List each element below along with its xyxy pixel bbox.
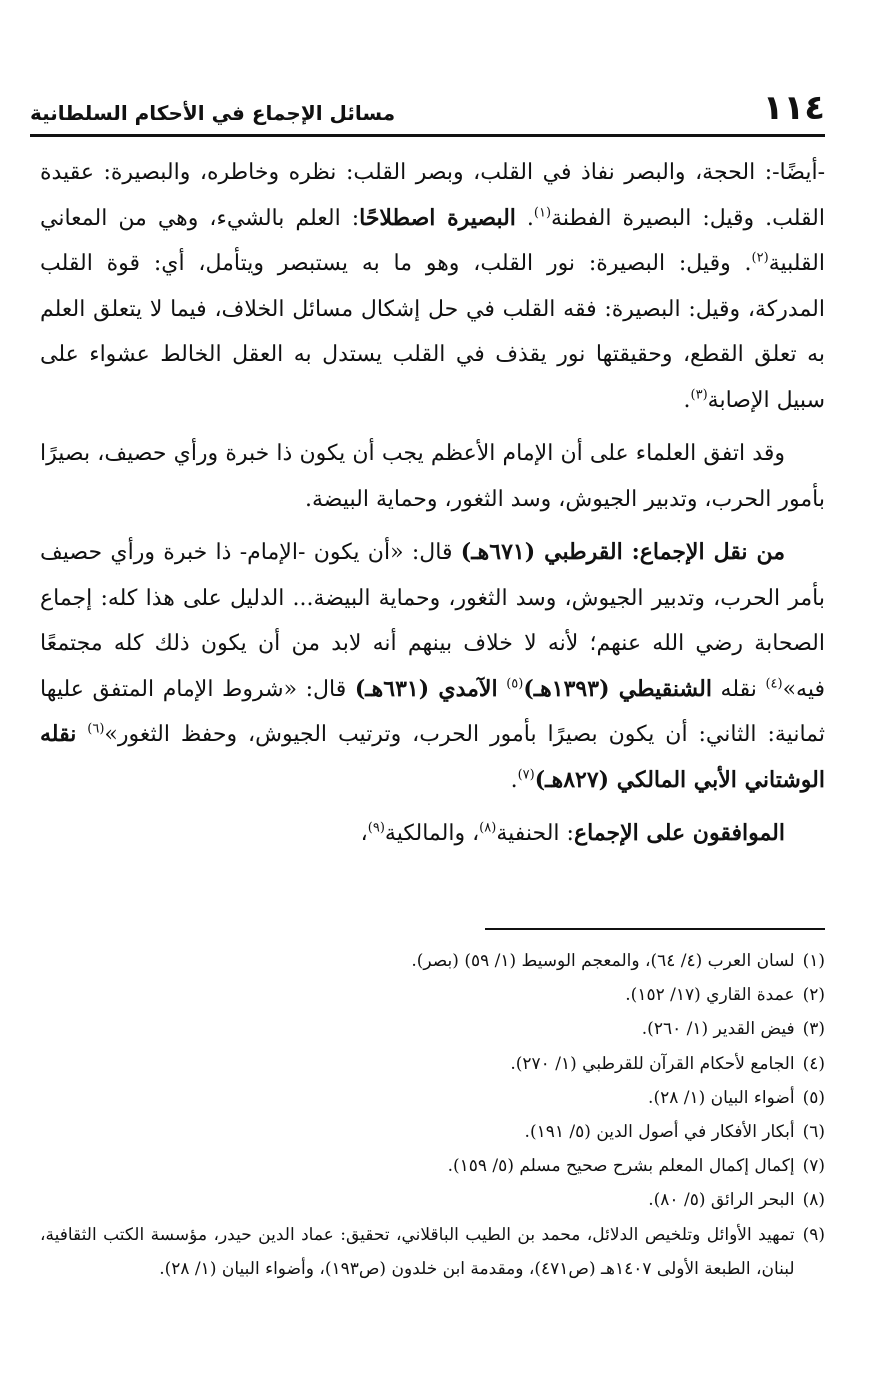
footnote-ref: (٤) <box>765 676 783 692</box>
footnote-item <box>40 1115 825 1149</box>
footnote-number: (٦) <box>802 1122 825 1143</box>
footnote-text: لسان العرب (٤/ ٦٤)، والمعجم الوسيط (١/ ٥٩) (بصر). <box>411 951 795 971</box>
text-run: . <box>683 387 691 413</box>
text-run: قال: «أن يكون -الإمام- ذا خبرة ورأي حصيف بأمر الحرب، وتدبير الجيوش، وسد الثغور، وحماية البيضة... الدليل على هذا كله: إجماع الصحابة رضي الله عنهم؛ لأنه لا خلاف بينهم أنه لابد من أن يكون ذلك كله مجتمعًا فيه» <box>40 540 825 702</box>
bold-term: البصيرة اصطلاحًا <box>359 204 516 231</box>
text-run: -أيضًا-: الحجة، والبصر نفاذ في القلب، وبصر القلب: نظره وخاطره، والبصيرة: عقيدة القلب. وقيل: البصيرة الفطنة <box>40 160 825 231</box>
footnote-number: (٥) <box>802 1087 825 1108</box>
text-run: : العلم بالشيء، وهي من المعاني القلبية <box>40 205 825 276</box>
running-title: مسائل الإجماع في الأحكام السلطانية <box>30 101 396 125</box>
footnote-text: إكمال إكمال المعلم بشرح صحيح مسلم (٥/ ١٥٩). <box>447 1156 795 1177</box>
footnote-text: الجامع لأحكام القرآن للقرطبي (١/ ٢٧٠). <box>510 1053 795 1074</box>
footnote-number: (١) <box>802 951 825 971</box>
footnote-item <box>40 1012 825 1046</box>
bold-term: نقله الوشتاني الأبي المالكي (٨٢٧هـ) <box>40 721 825 793</box>
footnote-ref: (٦) <box>87 721 105 737</box>
footnote-text: عمدة القاري (١٧/ ١٥٢). <box>625 985 795 1006</box>
text-run: . وقيل: البصيرة: نور القلب، وهو ما به يستبصر ويتأمل، أي: قوة القلب المدركة، وقيل: البصيرة: فقه القلب في حل إشكال مسائل الخلاف، فيما لا يتعلق العلم به تعلق القطع، وحقيقتها نور يقذف في القلب يستدل به العقل الخالط عشواء على سبيل الإصابة <box>40 251 825 413</box>
footnote-ref: (٥) <box>506 676 524 692</box>
footnote-text: فيض القدير (١/ ٢٦٠). <box>641 1019 795 1040</box>
bold-term: الشنقيطي (١٣٩٣هـ) <box>523 675 712 702</box>
text-run <box>76 722 87 747</box>
bold-term: الموافقون على الإجماع <box>573 820 785 846</box>
footnote-number: (٩) <box>802 1224 825 1245</box>
footnote-ref: (٧) <box>517 767 535 783</box>
main-text <box>40 150 825 865</box>
footnote-item <box>40 1149 825 1183</box>
paragraph-basira-definition <box>40 150 825 423</box>
bold-term: الآمدي (٦٣١هـ) <box>354 675 498 702</box>
footnote-item <box>40 1183 825 1217</box>
footnote-item <box>40 1081 825 1115</box>
footnote-ref: (٩) <box>367 820 385 836</box>
footnote-ref: (١) <box>533 205 552 221</box>
footnote-item <box>40 978 825 1012</box>
paragraph-transmitters <box>40 530 825 803</box>
text-run: ، والمالكية <box>384 821 480 846</box>
footnote-text: أبكار الأفكار في أصول الدين (٥/ ١٩١). <box>524 1122 795 1143</box>
text-run: نقله <box>711 676 766 702</box>
footnote-item <box>40 1218 825 1286</box>
bold-term: من نقل الإجماع: القرطبي (٦٧١هـ) <box>460 539 785 565</box>
footnote-separator <box>485 928 825 930</box>
paragraph-consensus-statement: وقد اتفق العلماء على أن الإمام الأعظم يجب أن يكون ذا خبرة ورأي حصيف، بصيرًا بأمور الحرب، وتدبير الجيوش، وسد الثغور، وحماية البيضة. <box>40 441 825 512</box>
paragraph-agreeing-schools <box>40 811 825 857</box>
text-run <box>498 677 507 702</box>
footnote-ref: (٣) <box>690 387 708 403</box>
footnote-number: (٨) <box>802 1190 825 1211</box>
footnote-number: (٣) <box>802 1019 825 1040</box>
page-number: ١١٤ <box>762 88 825 128</box>
footnote-item <box>40 1047 825 1081</box>
footnote-text: البحر الرائق (٥/ ٨٠). <box>648 1190 795 1211</box>
text-run: . <box>510 767 518 793</box>
footnote-number: (٧) <box>802 1156 825 1177</box>
footnote-item <box>40 944 825 978</box>
footnotes <box>40 944 825 1286</box>
footnote-text: أضواء البيان (١/ ٢٨). <box>648 1087 795 1108</box>
footnote-text: تمهيد الأوائل وتلخيص الدلائل، محمد بن الطيب الباقلاني، تحقيق: عماد الدين حيدر، مؤسسة الكتب الثقافية، لبنان، الطبعة الأولى ١٤٠٧هـ (ص٤٧١)، ومقدمة ابن خلدون (ص١٩٣)، وأضواء البيان (١/ ٢٨). <box>40 1224 795 1279</box>
footnote-ref: (٢) <box>751 250 769 266</box>
footnote-ref: (٨) <box>479 820 497 836</box>
footnote-number: (٤) <box>802 1053 825 1074</box>
text-run: ، <box>360 821 368 846</box>
text-run: : الحنفية <box>496 821 574 846</box>
footnote-number: (٢) <box>802 985 825 1006</box>
text-run: قال: «شروط الإمام المتفق عليها ثمانية: الثاني: أن يكون بصيرًا بأمور الحرب، وترتيب الجيوش، وحفظ الثغور» <box>40 676 825 747</box>
page-header <box>30 78 825 137</box>
text-run: . <box>515 205 534 231</box>
